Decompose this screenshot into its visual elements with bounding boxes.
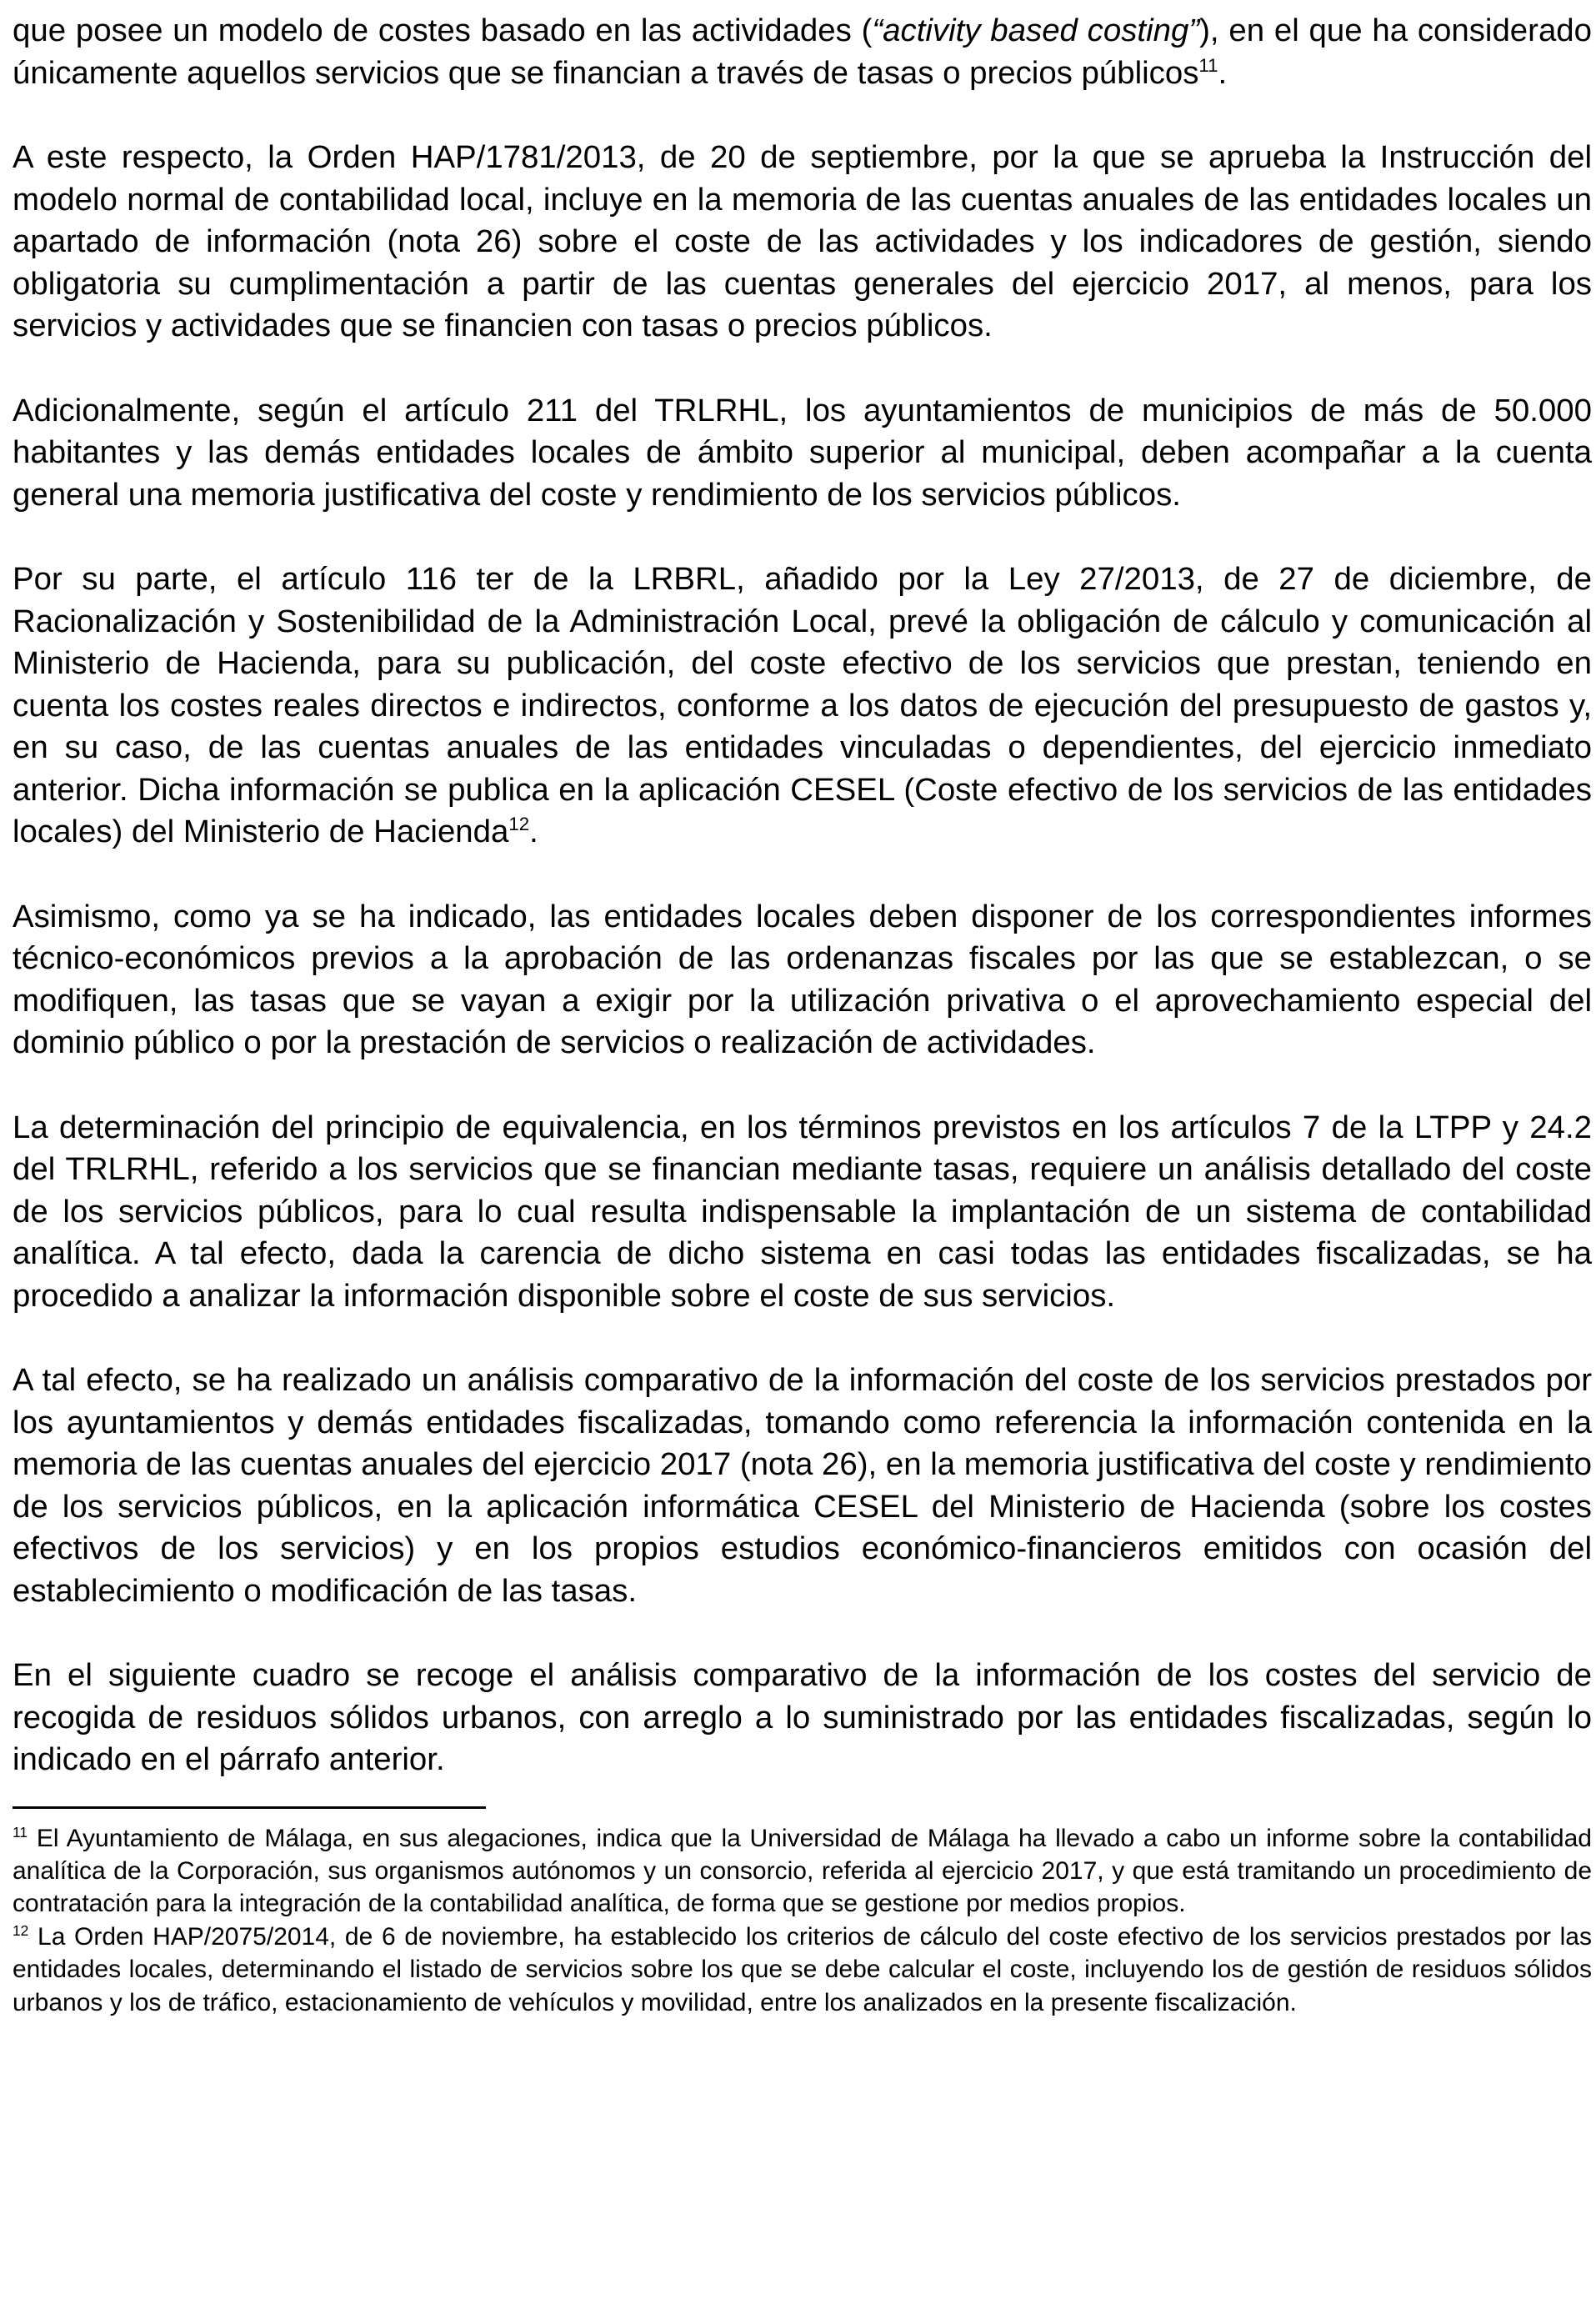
- paragraph-siguiente-cuadro: En el siguiente cuadro se recoge el análisis comparativo de la información de los costes del servicio de recogida de residuos sólidos urbanos, con arreglo a lo suministrado por las entidades fiscalizadas, según lo indicado en el párrafo anterior.: [13, 1657, 1592, 1777]
- paragraph-text: que posee un modelo de costes basado en las actividades (: [13, 13, 873, 48]
- paragraph-orden-hap-1781: A este respecto, la Orden HAP/1781/2013, de 20 de septiembre, por la que se aprueba la Instrucción del modelo normal de contabilidad local, incluye en la memoria de las cuentas anuales de las entidades locales un apartado de información (nota 26) sobre el coste de las actividades y los indicadores de gestión, siendo obligatoria su cumplimentación a partir de las cuentas generales del ejercicio 2017, al menos, para los servicios y actividades que se financien con tasas o precios públicos.: [13, 139, 1592, 343]
- paragraph-text: ), en el que ha considerado únicamente aquellos servicios que se financian a través de tasas o precios públicos: [13, 13, 1593, 91]
- footnote-marker: 11: [13, 1823, 28, 1841]
- paragraph-text: Por su parte, el artículo 116 ter de la LRBRL, añadido por la Ley 27/2013, de 27 de diciembre, de Racionalización y Sostenibilidad de la Administración Local, prevé la obligación de cálculo y comunicación al Ministerio de Hacienda, para su publicación, del coste efectivo de los servicios que prestan, teniendo en cuenta los costes reales directos e indirectos, conforme a los datos de ejecución del presupuesto de gastos y, en su caso, de las cuentas anuales de las entidades vinculadas o dependientes, del ejercicio inmediato anterior. Dicha información se publica en la aplicación CESEL (Coste efectivo de los servicios de las entidades locales) del Ministerio de Hacienda: [13, 561, 1592, 849]
- paragraph-analisis-comparativo: A tal efecto, se ha realizado un análisis comparativo de la información del coste de los servicios prestados por los ayuntamientos y demás entidades fiscalizadas, tomando como referencia la información contenida en la memoria de las cuentas anuales del ejercicio 2017 (nota 26), en la memoria justificativa del coste y rendimiento de los servicios públicos, en la aplicación informática CESEL del Ministerio de Hacienda (sobre los costes efectivos de los servicios) y en los propios estudios económico-financieros emitidos con ocasión del establecimiento o modificación de las tasas.: [13, 1362, 1592, 1609]
- footnote-text: El Ayuntamiento de Málaga, en sus alegaciones, indica que la Universidad de Málaga ha llevado a cabo un informe sobre la contabilidad analítica de la Corporación, sus organismos autónomos y un consorcio, referida al ejercicio 2017, y que está tramitando un procedimiento de contratación para la integración de la contabilidad analítica, de forma que se gestione por medios propios.: [13, 1824, 1592, 1918]
- paragraph-activity-based-costing: [13, 10, 1592, 94]
- paragraph-articulo-211: Adicionalmente, según el artículo 211 del TRLRHL, los ayuntamientos de municipios de más de 50.000 habitantes y las demás entidades locales de ámbito superior al municipal, deben acompañar a la cuenta general una memoria justificativa del coste y rendimiento de los servicios públicos.: [13, 392, 1592, 513]
- paragraph-articulo-116-ter: [13, 558, 1592, 854]
- paragraph-principio-equivalencia: La determinación del principio de equivalencia, en los términos previstos en los artículos 7 de la LTPP y 24.2 del TRLRHL, referido a los servicios que se financian mediante tasas, requiere un análisis detallado del coste de los servicios públicos, para lo cual resulta indispensable la implantación de un sistema de contabilidad analítica. A tal efecto, dada la carencia de dicho sistema en casi todas las entidades fiscalizadas, se ha procedido a analizar la información disponible sobre el coste de sus servicios.: [13, 1109, 1592, 1314]
- footnote-marker: 12: [13, 1921, 29, 1939]
- footnote-text: La Orden HAP/2075/2014, de 6 de noviembre, ha establecido los criterios de cálculo del coste efectivo de los servicios prestados por las entidades locales, determinando el listado de servicios sobre los que se debe calcular el coste, incluyendo los de gestión de residuos sólidos urbanos y los de tráfico, estacionamiento de vehículos y movilidad, entre los analizados en la presente fiscalización.: [13, 1922, 1592, 2016]
- emphasis-text: “activity based costing”: [872, 13, 1200, 48]
- paragraph-text: .: [529, 814, 538, 849]
- footnote-separator: [13, 1806, 486, 1809]
- footnote-reference-11[interactable]: 11: [1198, 54, 1218, 76]
- paragraph-text: .: [1218, 54, 1228, 91]
- paragraph-informes-tecnico-economicos: Asimismo, como ya se ha indicado, las entidades locales deben disponer de los correspondientes informes técnico-económicos previos a la aprobación de las ordenanzas fiscales por las que se establezcan, o se modifiquen, las tasas que se vayan a exigir por la utilización privativa o el aprovechamiento especial del dominio público o por la prestación de servicios o realización de actividades.: [13, 898, 1592, 1060]
- footnote-12: [13, 1921, 1592, 2019]
- document-page: [13, 10, 1592, 2019]
- footnote-11: [13, 1822, 1592, 1921]
- footnote-reference-12[interactable]: 12: [508, 814, 530, 835]
